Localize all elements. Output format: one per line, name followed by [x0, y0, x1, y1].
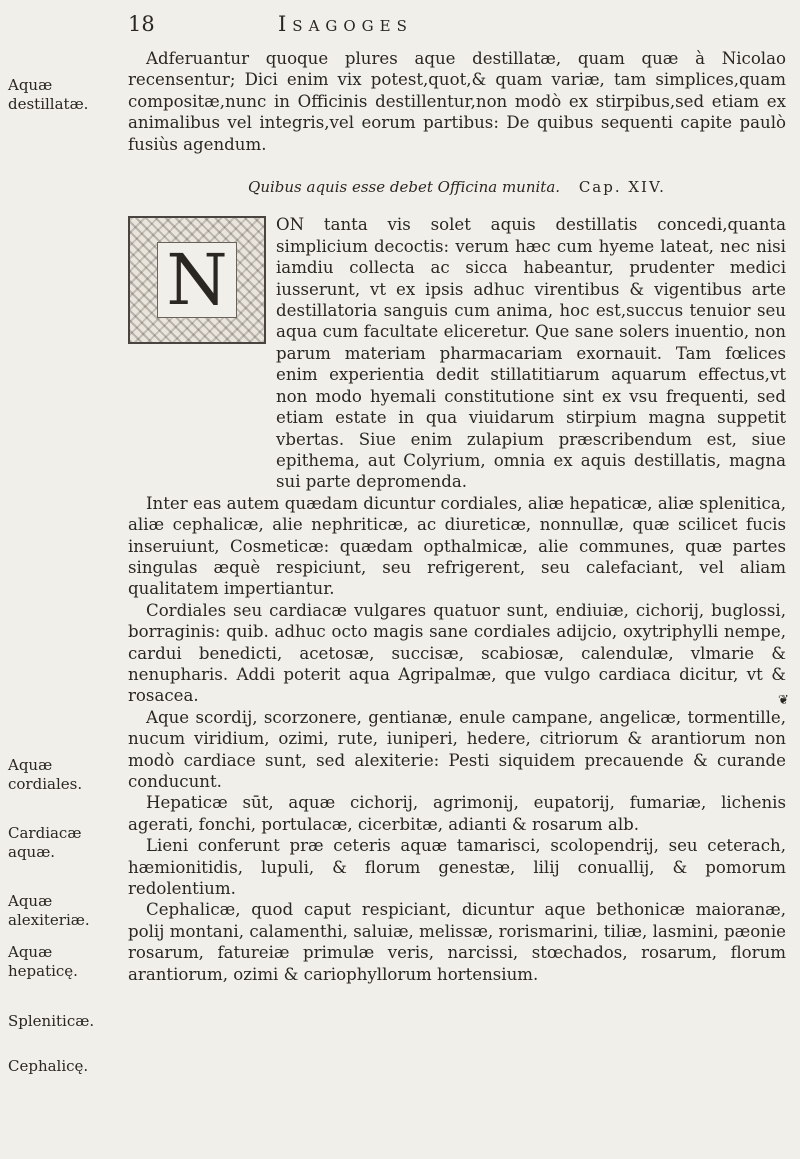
- margin-note-cardiacae: Cardiacæ aquæ.: [8, 824, 82, 861]
- fleuron-icon: ❦: [778, 693, 789, 708]
- paragraph-cephalicae: Cephalicæ, quod caput respiciant, dicuntur aque bethonicæ maioranæ, polij montani, calamenthi, saluiæ, melissæ, rorismarini, tiliæ, lasmini, pæonie rosarum, fatureiæ primulæ veris, narcissi, stœchados, rosarum, florum arantiorum, ozimi & cariophyllorum hortensium.: [128, 900, 786, 984]
- margin-note-cephalicae: Cephalicę.: [8, 1057, 89, 1075]
- running-title: Isagoges: [278, 12, 413, 36]
- chapter-opening-text: ON tanta vis solet aquis destillatis concedi,quanta simplicium decoctis: verum hæc cum hyeme lateat, nec nisi iamdiu collecta ac sicca habeantur, prudenter medici iusserunt, vt ex ipsis adhuc virentibus & vigentibus arte destillatoria sanguis cum anima, hoc est,succus tenuior seu aqua cum facultate eliceretur. Que sane solers inuentio, non parum materiam pharmacariam exornauit. Tam fœlices enim experientia dedit stillatitiarum aquarum effectus,vt non modo hyemali constitutione sint ex vsu frequenti, sed etiam estate in qua viuidarum stirpium magna suppetit vbertas. Siue enim zulapium præscribendum est, siue epithema, aut Colyrium, omnia ex aquis destillatis, magna sui parte depromenda.: [276, 215, 786, 492]
- paragraph-hepaticae: Hepaticæ sūt, aquæ cichorij, agrimonij, eupatorij, fumariæ, lichenis agerati, fonchi, portulacæ, cicerbitæ, adianti & rosarum alb.: [128, 793, 786, 834]
- paragraph-lieni: Lieni conferunt præ ceteris aquæ tamarisci, scolopendrij, seu ceterach, hæmionitidis, lupuli, & florum genestæ, lilij conuallij, & pomorum redolentium.: [128, 836, 786, 899]
- intro-paragraph: Adferuantur quoque plures aque destillatæ, quam quæ à Nicolao recensentur; Dici enim vix potest,quot,& quam variæ, tam simplices,quam compositæ,nunc in Officinis destillentur,non modò ex stirpibus,sed etiam ex animalibus vel integris,vel eorum partibus: De quibus sequenti capite paulò fusiùs agendum.: [128, 49, 786, 154]
- text-block: [128, 48, 786, 985]
- paragraph-alexiteriae: Aque scordij, scorzonere, gentianæ, enule campane, angelicæ, tormentille, nucum viridium, ozimi, rute, iuniperi, hedere, citriorum & arantiorum non modò cardiace sunt, sed alexiterie: Pesti siquidem precauende & curande conducunt.: [128, 707, 786, 791]
- chapter-title: Quibus aquis esse debet Officina munita.: [248, 178, 561, 197]
- drop-cap-letter: N: [157, 242, 236, 318]
- page-number: 18: [128, 12, 155, 36]
- chapter-label: Cap. XIV.: [578, 178, 666, 197]
- margin-note-spleniticae: Spleniticæ.: [8, 1012, 95, 1030]
- margin-note-cordiales: Aquæ cordiales.: [8, 756, 83, 793]
- paragraph-cordiales: Cordiales seu cardiacæ vulgares quatuor sunt, endiuiæ, cichorij, buglossi, borraginis: quib. adhuc octo magis sane cordiales adijcio, oxytriphylli nempe, cardui benedicti, acetosæ, succisæ, scabiosæ, calendulæ, vlmarie & nenupharis. Addi poterit aqua Agripalmæ, que vulgo cardiaca dicitur, vt & rosacea.: [128, 600, 786, 706]
- margin-note-alexiteriae: Aquæ alexiteriæ.: [8, 892, 90, 929]
- margin-note-hepaticae: Aquæ hepaticę.: [8, 943, 78, 980]
- chapter-heading: [128, 177, 786, 198]
- paragraph-inter-eas: Inter eas autem quædam dicuntur cordiales, aliæ hepaticæ, aliæ splenitica, aliæ cephalicæ, alie nephriticæ, ac diureticæ, nonnullæ, quæ scilicet fucis inseruiunt, Cosmeticæ: quædam opthalmicæ, alie communes, quæ partes singulas æquè respiciunt, seu refrigerent, seu calefaciant, vel aliam qualitatem impertiantur.: [128, 493, 786, 599]
- ornamental-initial: [128, 216, 266, 344]
- margin-note-destillatae: Aquæ destillatæ.: [8, 76, 89, 113]
- chapter-opening-block: [128, 214, 786, 492]
